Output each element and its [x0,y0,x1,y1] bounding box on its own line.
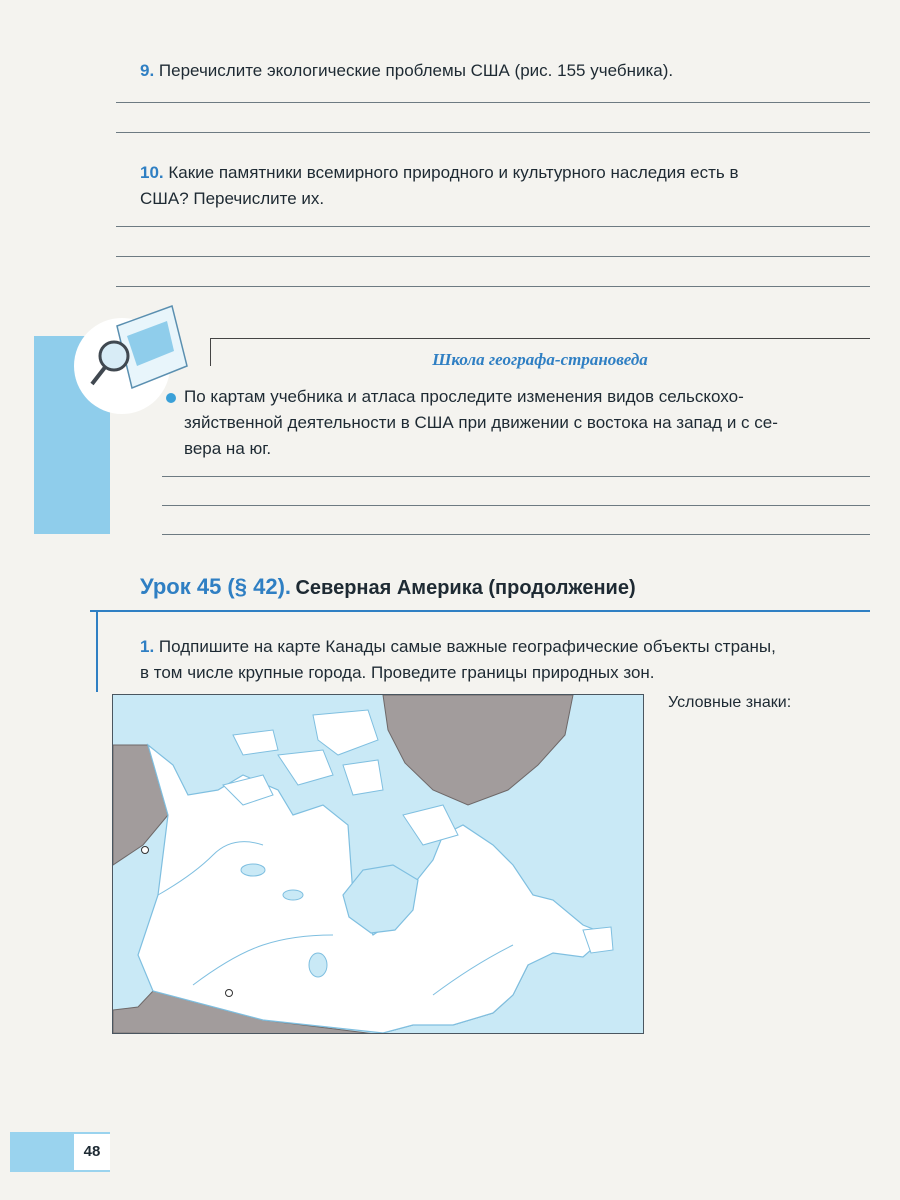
task-text-line3: вера на юг. [184,439,272,458]
canada-outline-map[interactable] [112,694,644,1034]
answer-line[interactable] [116,102,870,103]
answer-line[interactable] [162,505,870,506]
section-title: Школа географа-страноведа [432,350,648,369]
canada-map-drawing [113,695,643,1033]
question-number: 10. [140,163,164,182]
bullet-icon [166,393,176,403]
lake [283,890,303,900]
answer-line[interactable] [116,132,870,133]
question-text-line2: США? Перечислите их. [140,189,325,208]
question-text: Перечислите экологические проблемы США (рис. 155 учебника). [158,61,674,80]
answer-line[interactable] [116,286,870,287]
answer-line[interactable] [116,226,870,227]
arctic-island [278,750,333,785]
greenland-land [383,695,573,805]
question-text-line1: Какие памятники всемирного природного и культурного наследия есть в [168,163,739,182]
question-10 [140,160,870,212]
section-frame [210,338,870,339]
city-marker [226,990,233,997]
task-1 [140,634,870,686]
page-number: 48 [74,1134,110,1170]
task-text-line2: зяйственной деятельности в США при движении с востока на запад и с се- [184,413,778,432]
task-text-line2: в том числе крупные города. Проведите границы природных зон. [140,663,655,682]
task-text-line1: Подпишите на карте Канады самые важные географические объекты страны, [158,637,776,656]
city-marker [142,847,149,854]
question-9 [140,58,673,84]
arctic-island [313,710,378,755]
question-number: 9. [140,61,155,80]
answer-line[interactable] [162,534,870,535]
task-marker [96,612,98,692]
task-text-line1: По картам учебника и атласа проследите изменения видов сельскохо- [184,387,744,406]
lesson-heading [140,574,636,600]
task-number: 1. [140,637,155,656]
school-task [184,384,870,462]
heading-rule [90,610,870,612]
lesson-title: Северная Америка (продолжение) [295,577,636,599]
lake [241,864,265,876]
arctic-island [233,730,278,755]
answer-line[interactable] [116,256,870,257]
lake [309,953,327,977]
arctic-island [343,760,383,795]
legend-title: Условные знаки: [668,694,792,711]
answer-line[interactable] [162,476,870,477]
lesson-number: Урок 45 (§ 42). [140,574,292,599]
